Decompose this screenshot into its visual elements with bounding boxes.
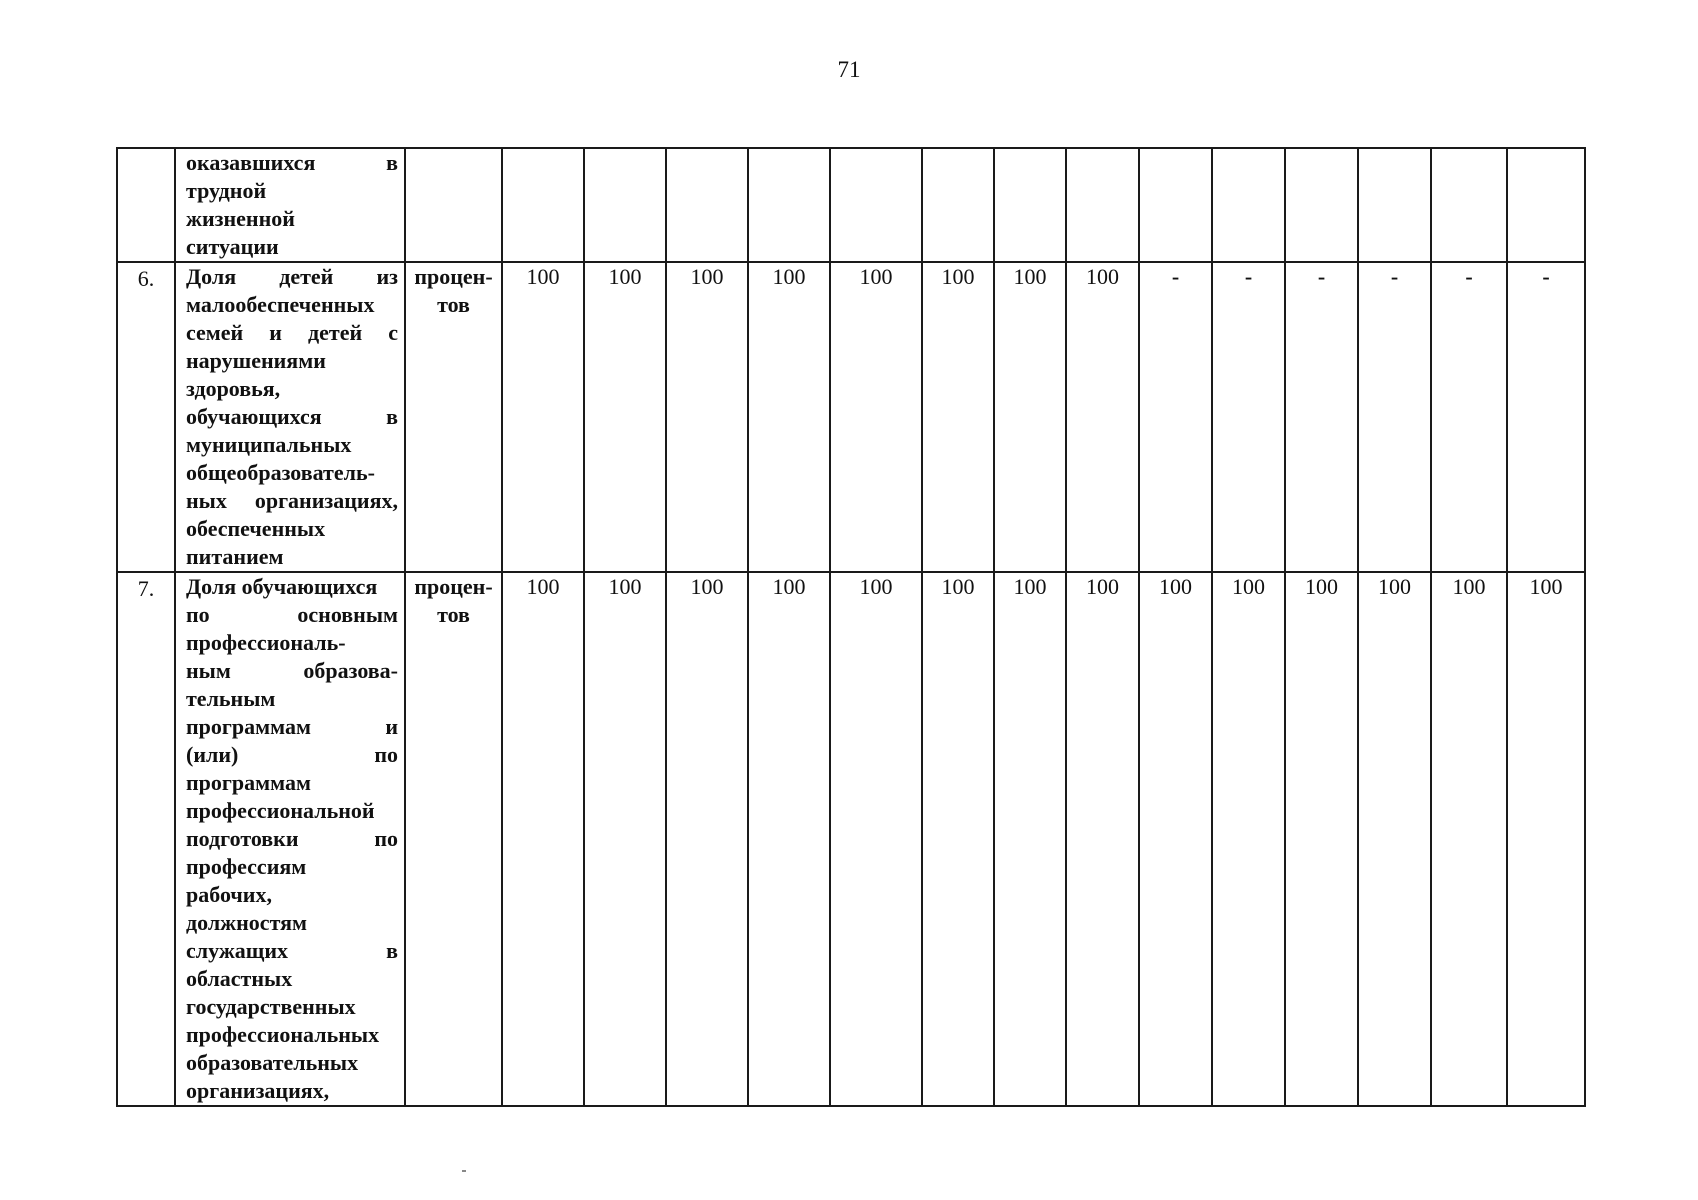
indicator-name-line: обучающихся в xyxy=(186,404,398,429)
value-cell xyxy=(1431,572,1507,1106)
unit-cell xyxy=(405,148,502,262)
indicator-name-line: Доля обучающихся xyxy=(186,574,378,599)
value-cell xyxy=(666,148,748,262)
indicator-name-line: областных xyxy=(186,966,293,991)
unit-line: тов xyxy=(437,292,470,317)
indicator-name-line: Доля детей из xyxy=(186,264,398,289)
indicator-name-line: программам xyxy=(186,770,311,795)
indicator-name-line: жизненной xyxy=(186,206,295,231)
indicator-name-line: питанием xyxy=(186,544,284,569)
indicator-name-line: семей и детей с xyxy=(186,320,398,345)
value-cell xyxy=(502,262,584,572)
indicator-name-line: государственных xyxy=(186,994,356,1019)
indicator-name-line: оказавшихся в xyxy=(186,150,398,175)
value-cell xyxy=(994,572,1066,1106)
value: 100 xyxy=(1159,574,1192,599)
indicator-name-line: программам и xyxy=(186,714,398,739)
unit-line: тов xyxy=(437,602,470,627)
indicators-table xyxy=(116,147,1586,1107)
row-number-cell xyxy=(117,262,175,572)
value: 100 xyxy=(859,264,893,289)
indicator-name-line: рабочих, xyxy=(186,882,272,907)
indicator-name-line: здоровья, xyxy=(186,376,281,401)
value: 100 xyxy=(1529,574,1563,599)
table-row xyxy=(117,262,1585,572)
indicator-name-line: обеспеченных xyxy=(186,516,326,541)
row-number xyxy=(118,149,174,151)
indicator-name-line: по основным xyxy=(186,602,398,627)
indicator-name-line: муниципальных xyxy=(186,432,352,457)
value: 100 xyxy=(772,264,806,289)
value-cell xyxy=(1431,262,1507,572)
value: - xyxy=(1244,264,1253,289)
value: 100 xyxy=(608,574,642,599)
value-cell xyxy=(748,572,830,1106)
value: 100 xyxy=(1013,264,1047,289)
value-cell xyxy=(830,148,922,262)
table-row xyxy=(117,572,1585,1106)
value-cell xyxy=(1066,148,1139,262)
indicator-name-line: профессиональ- xyxy=(186,630,346,655)
value-cell xyxy=(922,572,994,1106)
value: 100 xyxy=(690,264,724,289)
value: 100 xyxy=(690,574,724,599)
value-cell xyxy=(666,572,748,1106)
value: 100 xyxy=(1232,574,1265,599)
value: - xyxy=(1390,264,1399,289)
value-cell xyxy=(1507,148,1585,262)
row-number: 7. xyxy=(137,576,155,601)
value-cell xyxy=(1212,262,1285,572)
value: 100 xyxy=(859,574,893,599)
value-cell xyxy=(994,148,1066,262)
value: - xyxy=(1171,264,1180,289)
row-number: 6. xyxy=(137,266,155,291)
unit-line: процен- xyxy=(414,264,493,289)
value: 100 xyxy=(608,264,642,289)
value: 100 xyxy=(1086,264,1119,289)
value-cell xyxy=(584,572,666,1106)
value-cell xyxy=(1066,262,1139,572)
value-cell xyxy=(922,262,994,572)
value-cell xyxy=(1212,572,1285,1106)
value-cell xyxy=(1139,572,1212,1106)
indicator-name-cell xyxy=(175,572,405,1106)
value: 100 xyxy=(526,264,560,289)
value: - xyxy=(1317,264,1326,289)
value-cell xyxy=(748,262,830,572)
value: 100 xyxy=(1086,574,1119,599)
value-cell xyxy=(922,148,994,262)
page-number: 71 xyxy=(837,57,861,82)
indicator-name-line: ситуации xyxy=(186,234,279,259)
value-cell xyxy=(830,572,922,1106)
value-cell xyxy=(666,262,748,572)
value: - xyxy=(1465,264,1473,289)
value-cell xyxy=(994,262,1066,572)
value: 100 xyxy=(1305,574,1338,599)
indicator-name-line: (или) по xyxy=(186,742,398,767)
value: 100 xyxy=(1013,574,1047,599)
value-cell xyxy=(1507,262,1585,572)
value-cell xyxy=(1139,262,1212,572)
unit-cell xyxy=(405,262,502,572)
value-cell xyxy=(830,262,922,572)
indicator-name-line: тельным xyxy=(186,686,276,711)
row-number-cell xyxy=(117,148,175,262)
value-cell xyxy=(1285,262,1358,572)
indicator-name-line: образовательных xyxy=(186,1050,359,1075)
unit-line: процен- xyxy=(414,574,493,599)
value: 100 xyxy=(1378,574,1411,599)
indicator-name-line: ным образова- xyxy=(186,658,398,683)
indicator-name-line: профессиям xyxy=(186,854,307,879)
value-cell xyxy=(748,148,830,262)
unit-cell xyxy=(405,572,502,1106)
value-cell xyxy=(1507,572,1585,1106)
indicator-name-line: должностям xyxy=(186,910,307,935)
indicator-name-line: нарушениями xyxy=(186,348,326,373)
value-cell xyxy=(1358,262,1431,572)
value: 100 xyxy=(772,574,806,599)
value-cell xyxy=(502,572,584,1106)
indicator-name-line: организациях, xyxy=(186,1078,330,1103)
scan-speck xyxy=(462,1170,466,1172)
indicator-name-line: профессиональной xyxy=(186,798,375,823)
indicator-name-line: малообеспеченных xyxy=(186,292,375,317)
value-cell xyxy=(1285,572,1358,1106)
indicator-name-line: служащих в xyxy=(186,938,398,963)
value: 100 xyxy=(941,574,975,599)
value-cell xyxy=(1139,148,1212,262)
indicator-name-line: общеобразователь- xyxy=(186,460,375,485)
value: 100 xyxy=(526,574,560,599)
value-cell xyxy=(1358,572,1431,1106)
value-cell xyxy=(584,148,666,262)
indicator-name-line: подготовки по xyxy=(186,826,398,851)
indicator-name-cell xyxy=(175,262,405,572)
value-cell xyxy=(1431,148,1507,262)
value-cell xyxy=(1066,572,1139,1106)
value-cell xyxy=(502,148,584,262)
indicator-name-line: трудной xyxy=(186,178,267,203)
value-cell xyxy=(1285,148,1358,262)
value: 100 xyxy=(941,264,975,289)
value: - xyxy=(1542,264,1550,289)
value-cell xyxy=(1212,148,1285,262)
table-row xyxy=(117,148,1585,262)
indicator-name-line: ных организациях, xyxy=(186,488,398,513)
indicator-name-line: профессиональных xyxy=(186,1022,380,1047)
indicator-name-cell xyxy=(175,148,405,262)
value-cell xyxy=(1358,148,1431,262)
row-number-cell xyxy=(117,572,175,1106)
value: 100 xyxy=(1452,574,1486,599)
value-cell xyxy=(584,262,666,572)
